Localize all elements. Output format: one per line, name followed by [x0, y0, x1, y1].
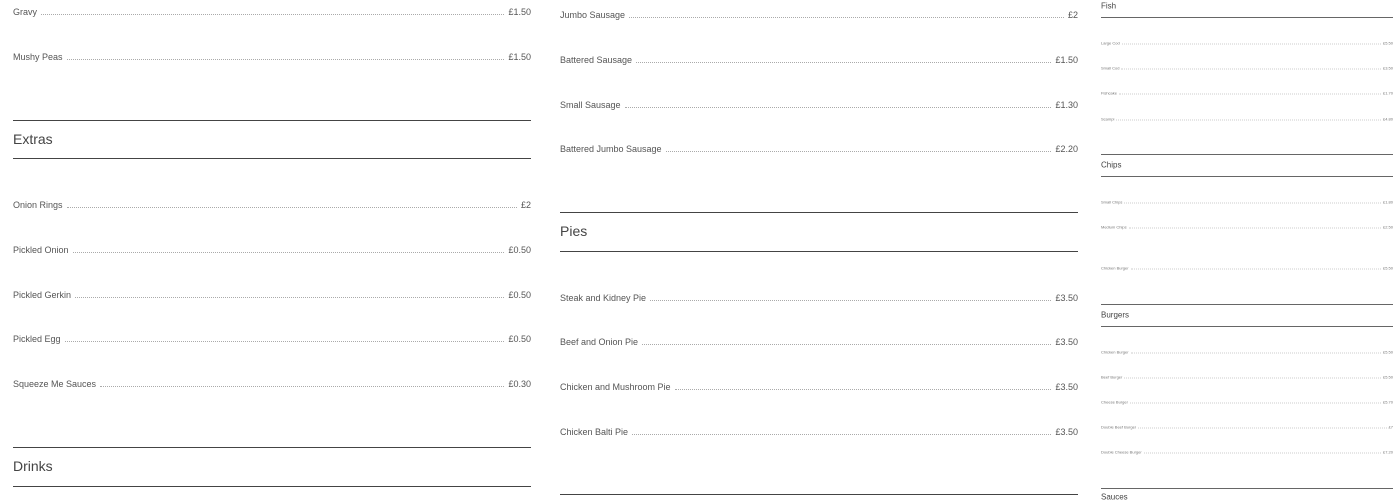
item-name: Fishcake	[1101, 90, 1118, 96]
section-divider	[1101, 488, 1393, 489]
dot-leader	[1116, 120, 1381, 121]
item-price: £1.80	[1382, 199, 1393, 205]
menu-item	[1101, 91, 1393, 96]
dot-leader	[1122, 44, 1381, 45]
dot-leader	[632, 434, 1051, 435]
item-price: £3.50	[1055, 293, 1078, 303]
item-name: Chicken Burger	[1101, 265, 1129, 271]
menu-item	[560, 382, 1078, 392]
section-divider	[1101, 154, 1393, 155]
section-heading: Drinks	[13, 458, 53, 474]
item-name: Mushy Peas	[13, 52, 63, 62]
item-price: £5.50	[1382, 349, 1393, 355]
section-heading: Fish	[1101, 1, 1117, 11]
dot-leader	[75, 297, 504, 298]
item-name: Battered Jumbo Sausage	[560, 144, 662, 154]
section-heading: Extras	[13, 131, 53, 147]
dot-leader	[1144, 453, 1381, 454]
menu-item	[13, 334, 531, 344]
section-divider	[1101, 17, 1393, 18]
item-name: Pickled Onion	[13, 245, 69, 255]
item-name: Large Cod	[1101, 40, 1120, 46]
dot-leader	[666, 151, 1052, 152]
section-divider	[1101, 304, 1393, 305]
item-name: Jumbo Sausage	[560, 10, 626, 20]
item-price: £1.30	[1055, 100, 1078, 110]
menu-item	[1101, 225, 1393, 230]
item-price: £0.50	[508, 334, 531, 344]
section-heading: Chips	[1101, 160, 1122, 170]
menu-item	[13, 7, 531, 17]
dot-leader	[1138, 428, 1386, 429]
item-name: Medium Chips	[1101, 224, 1127, 230]
item-price: £3.50	[1382, 65, 1393, 71]
dot-leader	[1129, 228, 1381, 229]
item-name: Double Beef Burger	[1101, 424, 1137, 430]
menu-item	[1101, 450, 1393, 455]
item-price: £3.50	[1055, 382, 1078, 392]
item-price: £2	[1067, 10, 1078, 20]
item-name: Chicken and Mushroom Pie	[560, 382, 671, 392]
item-price: £5.50	[1382, 265, 1393, 271]
item-name: Squeeze Me Sauces	[13, 379, 97, 389]
item-price: £2.20	[1055, 144, 1078, 154]
item-name: Double Cheese Burger	[1101, 449, 1142, 455]
menu-column-1	[13, 0, 531, 500]
item-name: Scampi	[1101, 116, 1115, 122]
item-name: Small Cod	[1101, 65, 1120, 71]
item-name: Small Sausage	[560, 100, 621, 110]
section-heading: Pies	[560, 223, 588, 239]
dot-leader	[1124, 203, 1381, 204]
dot-leader	[625, 107, 1052, 108]
menu-item	[560, 337, 1078, 347]
item-name: Onion Rings	[13, 200, 63, 210]
item-name: Gravy	[13, 7, 38, 17]
section-divider	[560, 212, 1078, 213]
item-name: Beef and Onion Pie	[560, 337, 639, 347]
menu-item	[1101, 400, 1393, 405]
section-divider	[560, 251, 1078, 252]
item-price: £4.80	[1382, 116, 1393, 122]
item-name: Chicken Burger	[1101, 349, 1129, 355]
section-divider	[1101, 176, 1393, 177]
item-name: Steak and Kidney Pie	[560, 293, 647, 303]
section-heading: Sauces	[1101, 492, 1128, 502]
item-price: £1.70	[1382, 90, 1393, 96]
menu-item	[13, 245, 531, 255]
menu-item	[560, 10, 1078, 20]
menu-item	[1101, 200, 1393, 205]
dot-leader	[41, 14, 504, 15]
menu-item	[560, 427, 1078, 437]
menu-item	[13, 379, 531, 389]
item-name: Chicken Balti Pie	[560, 427, 629, 437]
menu-item	[13, 52, 531, 62]
menu-column-3	[1101, 0, 1393, 500]
menu-item	[13, 200, 531, 210]
item-price: £3.50	[1055, 427, 1078, 437]
item-name: Small Chips	[1101, 199, 1123, 205]
item-name: Cheese Burger	[1101, 399, 1128, 405]
section-divider	[13, 158, 531, 159]
item-price: £5.50	[1382, 40, 1393, 46]
item-name: Battered Sausage	[560, 55, 633, 65]
dot-leader	[67, 207, 517, 208]
menu-item	[1101, 425, 1393, 430]
item-price: £1.50	[508, 7, 531, 17]
item-price: £5.70	[1382, 399, 1393, 405]
menu-item	[1101, 266, 1393, 271]
item-price: £1.50	[508, 52, 531, 62]
dot-leader	[1124, 378, 1381, 379]
item-price: £1.50	[1055, 55, 1078, 65]
menu-item	[560, 55, 1078, 65]
menu-item	[560, 144, 1078, 154]
dot-leader	[1121, 69, 1381, 70]
dot-leader	[636, 62, 1051, 63]
item-price: £5.50	[1382, 374, 1393, 380]
dot-leader	[1130, 403, 1381, 404]
menu-item	[1101, 350, 1393, 355]
item-price: £0.50	[508, 290, 531, 300]
dot-leader	[675, 389, 1052, 390]
dot-leader	[65, 341, 505, 342]
section-heading: Burgers	[1101, 310, 1130, 320]
section-divider	[13, 486, 531, 487]
menu-item	[560, 100, 1078, 110]
dot-leader	[642, 344, 1051, 345]
menu-item	[1101, 117, 1393, 122]
menu-item	[13, 290, 531, 300]
dot-leader	[650, 300, 1051, 301]
item-price: £2.50	[1382, 224, 1393, 230]
menu-item	[1101, 66, 1393, 71]
dot-leader	[1119, 94, 1381, 95]
item-price: £7	[1388, 424, 1393, 430]
section-divider	[13, 120, 531, 121]
item-name: Pickled Gerkin	[13, 290, 72, 300]
item-price: £2	[520, 200, 531, 210]
dot-leader	[67, 59, 505, 60]
item-price: £3.50	[1055, 337, 1078, 347]
section-divider	[1101, 326, 1393, 327]
item-name: Pickled Egg	[13, 334, 61, 344]
section-divider	[560, 494, 1078, 495]
menu-item	[1101, 375, 1393, 380]
menu-item	[560, 293, 1078, 303]
item-name: Beef Burger	[1101, 374, 1123, 380]
dot-leader	[1131, 353, 1381, 354]
dot-leader	[1131, 269, 1381, 270]
section-divider	[13, 447, 531, 448]
item-price: £0.50	[508, 245, 531, 255]
item-price: £0.30	[508, 379, 531, 389]
menu-item	[1101, 41, 1393, 46]
item-price: £7.20	[1382, 449, 1393, 455]
dot-leader	[629, 17, 1064, 18]
menu-column-2	[560, 0, 1078, 500]
dot-leader	[73, 252, 505, 253]
dot-leader	[100, 386, 504, 387]
